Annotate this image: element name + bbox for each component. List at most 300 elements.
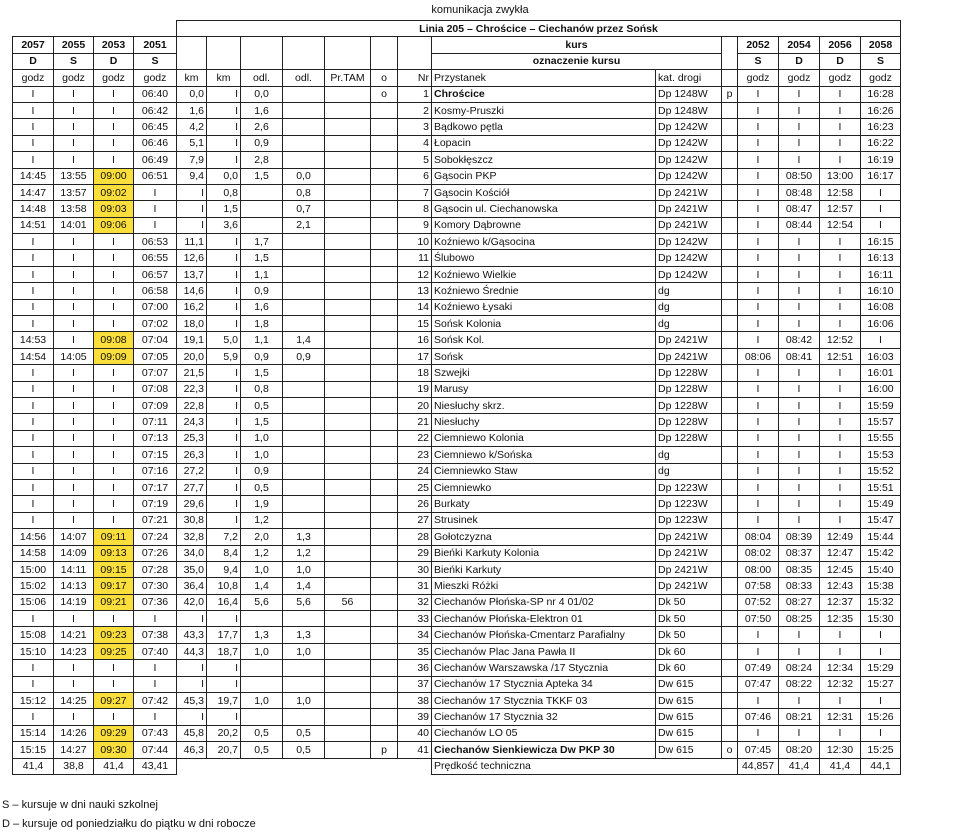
time-2054: 08:48 — [779, 184, 820, 200]
time-2058: 15:32 — [861, 594, 901, 610]
distance-branch — [283, 135, 325, 151]
time-2058: 16:10 — [861, 283, 901, 299]
distance — [241, 184, 283, 200]
km-branch: I — [207, 397, 241, 413]
distance-branch: 0,0 — [283, 168, 325, 184]
time-2052: I — [738, 316, 779, 332]
distance-branch — [283, 102, 325, 118]
pr-tam — [325, 135, 371, 151]
km-cumulative: 27,7 — [177, 479, 207, 495]
stop-flag — [371, 397, 398, 413]
time-2053: I — [94, 152, 134, 168]
stop-flag — [371, 152, 398, 168]
time-2056: I — [820, 693, 861, 709]
stop-number: 18 — [398, 365, 432, 381]
stop-number: 13 — [398, 283, 432, 299]
stop-name: Komory Dąbrowne — [432, 217, 656, 233]
column-header: odl. — [283, 70, 325, 86]
stop-flag-right — [722, 545, 738, 561]
distance: 1,4 — [241, 578, 283, 594]
km-cumulative: 20,0 — [177, 348, 207, 364]
distance — [241, 709, 283, 725]
km-branch: I — [207, 709, 241, 725]
time-2055: I — [54, 676, 94, 692]
time-2051: 07:16 — [134, 463, 177, 479]
pr-tam — [325, 447, 371, 463]
stop-number: 40 — [398, 725, 432, 741]
time-2058: 16:08 — [861, 299, 901, 315]
time-2052: I — [738, 86, 779, 102]
time-2052: I — [738, 627, 779, 643]
stop-flag — [371, 217, 398, 233]
table-row — [13, 709, 901, 725]
stop-name: Gąsocin ul. Ciechanowska — [432, 201, 656, 217]
time-2058: 16:06 — [861, 316, 901, 332]
time-2058: I — [861, 725, 901, 741]
distance-branch — [283, 709, 325, 725]
time-2052: 07:58 — [738, 578, 779, 594]
km-branch: I — [207, 316, 241, 332]
course-number: 2052 — [738, 37, 779, 53]
distance: 0,5 — [241, 397, 283, 413]
distance: 1,5 — [241, 414, 283, 430]
distance-branch — [283, 479, 325, 495]
time-2056: 12:35 — [820, 611, 861, 627]
distance: 1,9 — [241, 496, 283, 512]
distance: 2,0 — [241, 529, 283, 545]
time-2058: 16:26 — [861, 102, 901, 118]
distance-branch — [283, 447, 325, 463]
time-2056: I — [820, 430, 861, 446]
km-cumulative: 9,4 — [177, 168, 207, 184]
time-2051: 07:11 — [134, 414, 177, 430]
time-2053: I — [94, 316, 134, 332]
pr-tam — [325, 184, 371, 200]
table-row — [13, 119, 901, 135]
road-category: Dk 60 — [656, 660, 722, 676]
stop-number: 5 — [398, 152, 432, 168]
pr-tam — [325, 709, 371, 725]
time-2055: I — [54, 119, 94, 135]
time-2056: I — [820, 463, 861, 479]
road-category: Dp 1228W — [656, 381, 722, 397]
stop-name: Ciechanów LO 05 — [432, 725, 656, 741]
km-branch: 20,7 — [207, 742, 241, 758]
empty-cell — [283, 53, 325, 69]
road-category: Dp 2421W — [656, 578, 722, 594]
stop-name: Chrościce — [432, 86, 656, 102]
time-2051: 06:58 — [134, 283, 177, 299]
stop-flag — [371, 184, 398, 200]
road-category: Dp 2421W — [656, 201, 722, 217]
table-row — [13, 512, 901, 528]
time-2057: I — [13, 430, 54, 446]
table-row — [13, 447, 901, 463]
course-number: 2057 — [13, 37, 54, 53]
time-2056: 12:57 — [820, 201, 861, 217]
speed-value: 41,4 — [820, 758, 861, 774]
stop-flag — [371, 496, 398, 512]
road-category: dg — [656, 447, 722, 463]
stop-flag-right — [722, 250, 738, 266]
time-2051: 07:19 — [134, 496, 177, 512]
km-cumulative: 36,4 — [177, 578, 207, 594]
time-2057: I — [13, 479, 54, 495]
road-category: Dw 615 — [656, 709, 722, 725]
time-2057: I — [13, 152, 54, 168]
time-2052: I — [738, 365, 779, 381]
road-category: Dp 1242W — [656, 119, 722, 135]
stop-flag-right: p — [722, 86, 738, 102]
road-category: dg — [656, 463, 722, 479]
stop-flag-right — [722, 463, 738, 479]
time-2054: 08:41 — [779, 348, 820, 364]
distance-branch: 1,4 — [283, 332, 325, 348]
km-cumulative: 16,2 — [177, 299, 207, 315]
time-2053: I — [94, 512, 134, 528]
time-2055: 14:27 — [54, 742, 94, 758]
pr-tam — [325, 266, 371, 282]
time-2052: I — [738, 397, 779, 413]
pr-tam — [325, 529, 371, 545]
stop-flag-right — [722, 561, 738, 577]
time-2054: I — [779, 86, 820, 102]
stop-flag-right — [722, 725, 738, 741]
stop-flag-right — [722, 430, 738, 446]
speed-value: 41,4 — [13, 758, 54, 774]
time-2051: 06:42 — [134, 102, 177, 118]
km-cumulative: 22,3 — [177, 381, 207, 397]
time-2054: I — [779, 102, 820, 118]
pr-tam — [325, 348, 371, 364]
time-2055: I — [54, 381, 94, 397]
distance: 1,0 — [241, 430, 283, 446]
time-2058: I — [861, 201, 901, 217]
time-2051: 07:02 — [134, 316, 177, 332]
pr-tam — [325, 742, 371, 758]
time-2057: I — [13, 250, 54, 266]
km-cumulative: 1,6 — [177, 102, 207, 118]
time-2058: 15:27 — [861, 676, 901, 692]
pr-tam — [325, 299, 371, 315]
distance-branch — [283, 365, 325, 381]
road-category: Dp 1242W — [656, 234, 722, 250]
time-2051: 07:40 — [134, 643, 177, 659]
empty-cell — [325, 37, 371, 53]
distance-branch — [283, 611, 325, 627]
time-2051: 07:44 — [134, 742, 177, 758]
time-2056: 12:58 — [820, 184, 861, 200]
time-2057: I — [13, 709, 54, 725]
time-2054: I — [779, 512, 820, 528]
stop-number: 10 — [398, 234, 432, 250]
distance: 2,6 — [241, 119, 283, 135]
empty-cell — [325, 758, 371, 774]
road-category: Dp 1248W — [656, 102, 722, 118]
time-2054: 08:47 — [779, 201, 820, 217]
column-header: godz — [738, 70, 779, 86]
km-branch: I — [207, 299, 241, 315]
road-category: Dp 2421W — [656, 529, 722, 545]
stop-flag — [371, 365, 398, 381]
time-2052: I — [738, 102, 779, 118]
distance-branch — [283, 496, 325, 512]
time-2055: I — [54, 397, 94, 413]
time-2058: 16:13 — [861, 250, 901, 266]
time-2058: 15:30 — [861, 611, 901, 627]
table-row — [13, 152, 901, 168]
stop-flag — [371, 561, 398, 577]
distance — [241, 611, 283, 627]
distance: 1,6 — [241, 299, 283, 315]
time-2052: 07:47 — [738, 676, 779, 692]
time-2053: 09:25 — [94, 643, 134, 659]
stop-number: 14 — [398, 299, 432, 315]
pr-tam — [325, 365, 371, 381]
pr-tam — [325, 496, 371, 512]
time-2057: 14:58 — [13, 545, 54, 561]
distance: 1,7 — [241, 234, 283, 250]
stop-number: 15 — [398, 316, 432, 332]
time-2052: I — [738, 332, 779, 348]
km-cumulative: 4,2 — [177, 119, 207, 135]
time-2055: 14:01 — [54, 217, 94, 233]
distance: 0,5 — [241, 742, 283, 758]
table-row — [13, 250, 901, 266]
time-2057: 14:48 — [13, 201, 54, 217]
time-2053: I — [94, 283, 134, 299]
km-cumulative: 32,8 — [177, 529, 207, 545]
time-2058: 15:29 — [861, 660, 901, 676]
stop-flag-right — [722, 693, 738, 709]
road-category: dg — [656, 299, 722, 315]
stop-number: 32 — [398, 594, 432, 610]
time-2058: 16:01 — [861, 365, 901, 381]
time-2055: I — [54, 332, 94, 348]
time-2058: 16:11 — [861, 266, 901, 282]
km-branch: I — [207, 266, 241, 282]
km-branch: I — [207, 283, 241, 299]
stop-flag-right — [722, 348, 738, 364]
time-2054: I — [779, 316, 820, 332]
distance: 1,1 — [241, 332, 283, 348]
stop-number: 39 — [398, 709, 432, 725]
km-cumulative: 46,3 — [177, 742, 207, 758]
distance: 1,8 — [241, 316, 283, 332]
stop-name: Ciechanów Plac Jana Pawła II — [432, 643, 656, 659]
stop-flag — [371, 168, 398, 184]
distance-branch: 1,0 — [283, 643, 325, 659]
road-category: Dw 615 — [656, 742, 722, 758]
stop-flag-right — [722, 643, 738, 659]
km-cumulative: 35,0 — [177, 561, 207, 577]
table-row — [13, 463, 901, 479]
time-2056: 12:51 — [820, 348, 861, 364]
km-branch: 10,8 — [207, 578, 241, 594]
distance-branch: 2,1 — [283, 217, 325, 233]
stop-flag — [371, 250, 398, 266]
km-cumulative: 44,3 — [177, 643, 207, 659]
table-row — [13, 693, 901, 709]
time-2056: 12:30 — [820, 742, 861, 758]
pr-tam — [325, 201, 371, 217]
time-2058: 15:55 — [861, 430, 901, 446]
table-row — [13, 168, 901, 184]
distance-branch — [283, 283, 325, 299]
stop-name: Burkaty — [432, 496, 656, 512]
time-2055: 13:58 — [54, 201, 94, 217]
stop-flag-right — [722, 102, 738, 118]
distance-branch — [283, 119, 325, 135]
time-2057: 15:00 — [13, 561, 54, 577]
time-2057: I — [13, 283, 54, 299]
pr-tam — [325, 693, 371, 709]
legend-weekdays: D – kursuje od poniedziałku do piątku w dni robocze — [2, 818, 256, 830]
time-2057: 14:51 — [13, 217, 54, 233]
time-2058: I — [861, 332, 901, 348]
distance-branch — [283, 430, 325, 446]
stop-name: Bieńki Karkuty Kolonia — [432, 545, 656, 561]
stop-number: 11 — [398, 250, 432, 266]
time-2055: 14:25 — [54, 693, 94, 709]
pr-tam — [325, 545, 371, 561]
stop-flag — [371, 119, 398, 135]
km-branch: I — [207, 447, 241, 463]
time-2052: I — [738, 168, 779, 184]
table-row — [13, 725, 901, 741]
time-2052: I — [738, 725, 779, 741]
time-2051: 07:09 — [134, 397, 177, 413]
time-2053: 09:11 — [94, 529, 134, 545]
stop-flag — [371, 594, 398, 610]
time-2052: I — [738, 693, 779, 709]
pr-tam — [325, 234, 371, 250]
road-category: Dp 2421W — [656, 217, 722, 233]
km-cumulative: 21,5 — [177, 365, 207, 381]
time-2058: 15:44 — [861, 529, 901, 545]
table-row — [13, 414, 901, 430]
km-branch: I — [207, 365, 241, 381]
km-branch: 3,6 — [207, 217, 241, 233]
table-row — [13, 561, 901, 577]
distance: 1,2 — [241, 512, 283, 528]
distance-branch: 0,5 — [283, 742, 325, 758]
time-2054: I — [779, 135, 820, 151]
stop-name: Sońsk Kol. — [432, 332, 656, 348]
time-2053: I — [94, 447, 134, 463]
table-row — [13, 496, 901, 512]
time-2053: 09:02 — [94, 184, 134, 200]
time-2058: I — [861, 693, 901, 709]
column-header: godz — [134, 70, 177, 86]
km-cumulative: 45,3 — [177, 693, 207, 709]
distance: 2,8 — [241, 152, 283, 168]
time-2055: 13:57 — [54, 184, 94, 200]
time-2054: 08:33 — [779, 578, 820, 594]
stop-flag-right — [722, 152, 738, 168]
time-2051: 06:49 — [134, 152, 177, 168]
km-branch: I — [207, 611, 241, 627]
km-branch: 5,0 — [207, 332, 241, 348]
km-cumulative: 13,7 — [177, 266, 207, 282]
time-2052: I — [738, 643, 779, 659]
time-2056: 12:31 — [820, 709, 861, 725]
time-2056: I — [820, 250, 861, 266]
distance-branch: 1,2 — [283, 545, 325, 561]
time-2057: 15:02 — [13, 578, 54, 594]
time-2054: 08:27 — [779, 594, 820, 610]
time-2058: 16:28 — [861, 86, 901, 102]
stop-name: Gąsocin PKP — [432, 168, 656, 184]
stop-number: 8 — [398, 201, 432, 217]
road-category: Dp 1223W — [656, 479, 722, 495]
time-2056: I — [820, 512, 861, 528]
pr-tam — [325, 725, 371, 741]
column-header: godz — [820, 70, 861, 86]
stop-flag — [371, 135, 398, 151]
pr-tam — [325, 283, 371, 299]
time-2058: 15:57 — [861, 414, 901, 430]
time-2052: I — [738, 299, 779, 315]
time-2057: I — [13, 414, 54, 430]
km-branch: I — [207, 102, 241, 118]
time-2051: 06:57 — [134, 266, 177, 282]
time-2057: 14:54 — [13, 348, 54, 364]
time-2057: I — [13, 512, 54, 528]
time-2055: I — [54, 611, 94, 627]
km-cumulative: 12,6 — [177, 250, 207, 266]
stop-flag-right — [722, 529, 738, 545]
timetable — [12, 20, 901, 775]
distance — [241, 201, 283, 217]
column-header: godz — [94, 70, 134, 86]
time-2057: I — [13, 135, 54, 151]
time-2052: 07:49 — [738, 660, 779, 676]
km-branch: I — [207, 135, 241, 151]
stop-flag — [371, 447, 398, 463]
road-category: dg — [656, 283, 722, 299]
stop-name: Strusinek — [432, 512, 656, 528]
distance: 0,9 — [241, 463, 283, 479]
time-2052: I — [738, 512, 779, 528]
road-category: Dp 1223W — [656, 496, 722, 512]
stop-flag-right — [722, 447, 738, 463]
stop-number: 22 — [398, 430, 432, 446]
stop-name: Sońsk — [432, 348, 656, 364]
km-cumulative: 11,1 — [177, 234, 207, 250]
time-2057: 14:53 — [13, 332, 54, 348]
pr-tam — [325, 381, 371, 397]
time-2051: 07:42 — [134, 693, 177, 709]
time-2056: I — [820, 283, 861, 299]
time-2058: 16:00 — [861, 381, 901, 397]
stop-name: Gąsocin Kościół — [432, 184, 656, 200]
distance: 1,3 — [241, 627, 283, 643]
time-2055: I — [54, 479, 94, 495]
stop-flag-right — [722, 283, 738, 299]
stop-number: 26 — [398, 496, 432, 512]
empty-cell — [398, 37, 432, 53]
distance: 1,6 — [241, 102, 283, 118]
time-2057: I — [13, 676, 54, 692]
distance: 1,0 — [241, 693, 283, 709]
time-2054: I — [779, 283, 820, 299]
pr-tam — [325, 316, 371, 332]
time-2056: 13:00 — [820, 168, 861, 184]
time-2058: 15:40 — [861, 561, 901, 577]
time-2051: 07:28 — [134, 561, 177, 577]
time-2058: 16:15 — [861, 234, 901, 250]
